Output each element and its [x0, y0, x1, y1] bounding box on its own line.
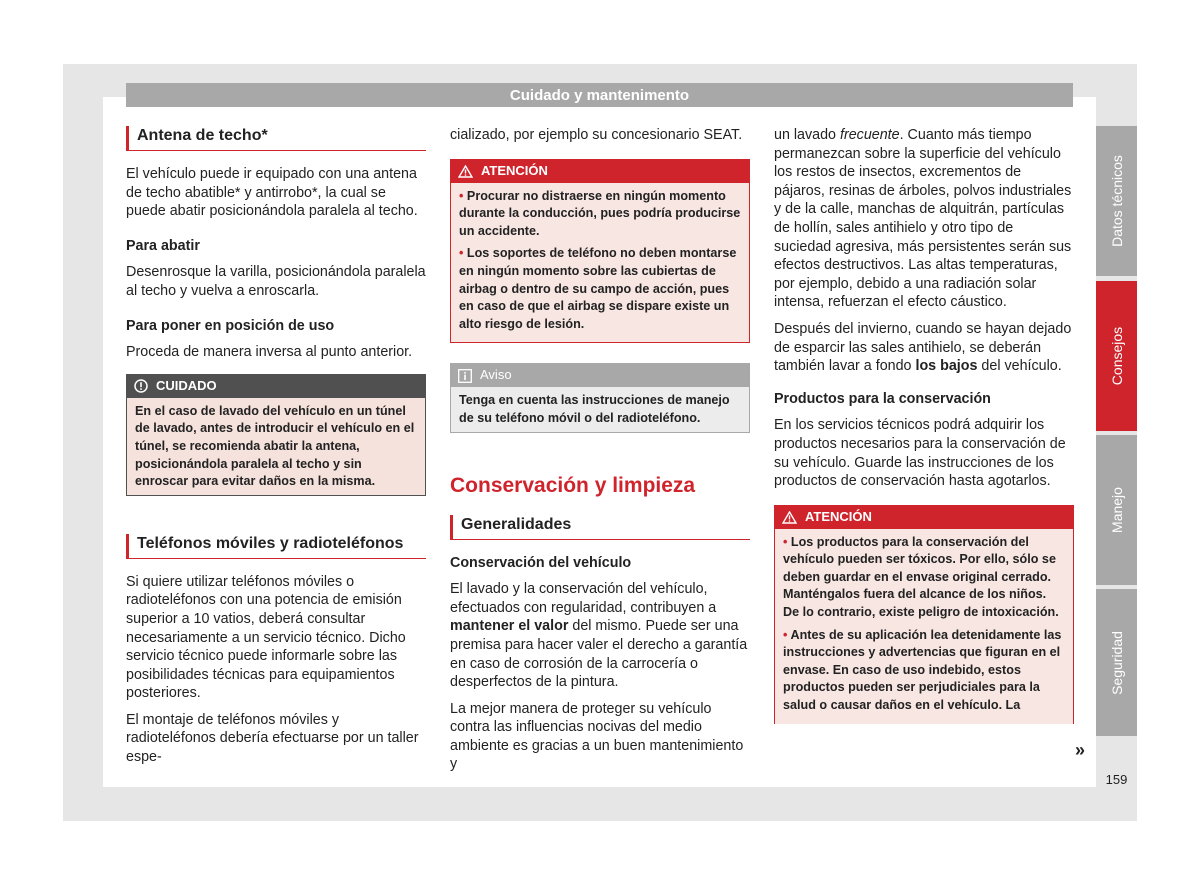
- section-title-telefonos: Teléfonos móviles y radioteléfonos: [126, 534, 426, 559]
- aviso-header: [450, 363, 750, 387]
- cuidado-title: CUIDADO: [156, 377, 217, 393]
- paragraph: Si quiere utilizar teléfonos móviles o radioteléfonos con una potencia de emisión superior a 10 vatios, deberá consultar necesariamente a un servicio técnico. Dicho servicio técnico puede informarle sobre las posibilidades técnicas para equipamientos posteriores.: [126, 573, 406, 702]
- paragraph: El vehículo puede ir equipado con una antena de techo abatible* y antirrobo*, la cual se puede abatir posicionándola paralela al techo.: [126, 166, 418, 220]
- subheading-abatir: Para abatir: [126, 237, 200, 254]
- page-number: 159: [1105, 772, 1128, 787]
- atencion-title: ATENCIÓN: [805, 508, 872, 524]
- atencion-title: ATENCIÓN: [481, 162, 548, 178]
- paragraph: cializado, por ejemplo su concesionario SEAT.: [450, 127, 743, 143]
- list-item: • Procurar no distraerse en ningún momento durante la conducción, pues podría producirse un accidente.: [459, 188, 741, 238]
- chapter-header: Cuidado y mantenimento: [126, 83, 1073, 107]
- atencion-box-2: [774, 505, 1074, 724]
- list-item: • Los productos para la conservación del vehículo pueden ser tóxicos. Por ello, sólo se deben guardar en el envase original cerrado. Manténgalos fuera del alcance de los niños. De lo contrario, existe peligro de intoxicación.: [783, 534, 1059, 620]
- atencion-body: [774, 529, 1074, 724]
- subheading-uso: Para poner en posición de uso: [126, 317, 335, 334]
- atencion-body: [450, 183, 750, 344]
- atencion-header: [774, 505, 1074, 529]
- paragraph: La mejor manera de proteger su vehículo contra las influencias nocivas del medio ambiente es gracias a un buen mantenimiento y: [450, 700, 744, 773]
- column-1: [126, 126, 426, 775]
- list-item: • Antes de su aplicación lea detenidamente las instrucciones y advertencias que figuran en el envase. En caso de uso indebido, estos productos pueden ser perjudiciales para la salud o causar daños en el vehículo. La: [783, 627, 1062, 713]
- column-3: [774, 126, 1074, 736]
- cuidado-text: En el caso de lavado del vehículo en un túnel de lavado, antes de introducir el vehículo en el túnel, se recomienda abatir la antena, posicionándola paralela al techo y sin enroscar para evitar daños en la misma.: [126, 398, 426, 496]
- side-tab-consejos[interactable]: Consejos: [1096, 281, 1137, 431]
- paragraph: El lavado y la conservación del vehículo, efectuados con regularidad, contribuyen a mantener el valor del mismo. Puede ser una premisa para hacer valer el derecho a garantía en caso de corrosión de la carrocería o desperfectos de la pintura.: [450, 581, 748, 691]
- subheading-productos: Productos para la conservación: [774, 390, 991, 407]
- cuidado-header: [126, 374, 426, 398]
- caution-circle-icon: [134, 374, 148, 398]
- paragraph: un lavado frecuente. Cuanto más tiempo permanezcan sobre la superficie del vehículo los restos de insectos, excrementos de pájaros, resinas de árboles, polvos industriales y de la calle, manchas de alquitrán, partículas de hollín, sales antihielo y otro tipo de suciedad agresiva, más persistentes serán sus efectos destructivos. Las altas temperaturas, por ejemplo, debido a una radiación solar intensa, refuerzan el efecto cáustico.: [774, 127, 1072, 311]
- warning-triangle-icon: [782, 505, 797, 529]
- continue-arrows: »: [1075, 740, 1086, 760]
- cuidado-box: [126, 374, 426, 496]
- column-2: [450, 126, 750, 782]
- main-heading: Conservación y limpieza: [450, 473, 696, 497]
- side-tab-seguridad[interactable]: Seguridad: [1096, 589, 1137, 736]
- aviso-title: Aviso: [480, 367, 512, 383]
- paragraph: Desenrosque la varilla, posicionándola paralela al techo y vuelva a enroscarla.: [126, 264, 426, 299]
- paragraph: Después del invierno, cuando se hayan dejado de esparcir las sales antihielo, se deberán también lavar a fondo los bajos del vehículo.: [774, 320, 1072, 375]
- list-item: • Los soportes de teléfono no deben montarse en ningún momento sobre las cubiertas de airbag o dentro de su campo de acción, pues en caso de que el airbag se dispare existe un alto riesgo de lesión.: [459, 246, 737, 331]
- side-tab-manejo[interactable]: Manejo: [1096, 435, 1137, 585]
- paragraph: En los servicios técnicos podrá adquirir los productos necesarios para la conservación de su vehículo. Guarde las instrucciones de los productos de conservación hasta agotarlos.: [774, 417, 1066, 490]
- warning-triangle-icon: [458, 159, 473, 183]
- atencion-header: [450, 159, 750, 183]
- section-title-antena: Antena de techo*: [126, 126, 426, 151]
- section-title-generalidades: Generalidades: [450, 515, 750, 540]
- aviso-text: Tenga en cuenta las instrucciones de manejo de su teléfono móvil o del radioteléfono.: [450, 387, 750, 432]
- subheading-conservacion: Conservación del vehículo: [450, 554, 632, 571]
- paragraph: El montaje de teléfonos móviles y radioteléfonos debería efectuarse por un taller espe-: [126, 711, 419, 766]
- aviso-box: [450, 363, 750, 432]
- info-icon: [458, 363, 472, 387]
- atencion-box: [450, 159, 750, 344]
- paragraph: Proceda de manera inversa al punto anterior.: [126, 344, 413, 361]
- side-tab-datos-tecnicos[interactable]: Datos técnicos: [1096, 126, 1137, 276]
